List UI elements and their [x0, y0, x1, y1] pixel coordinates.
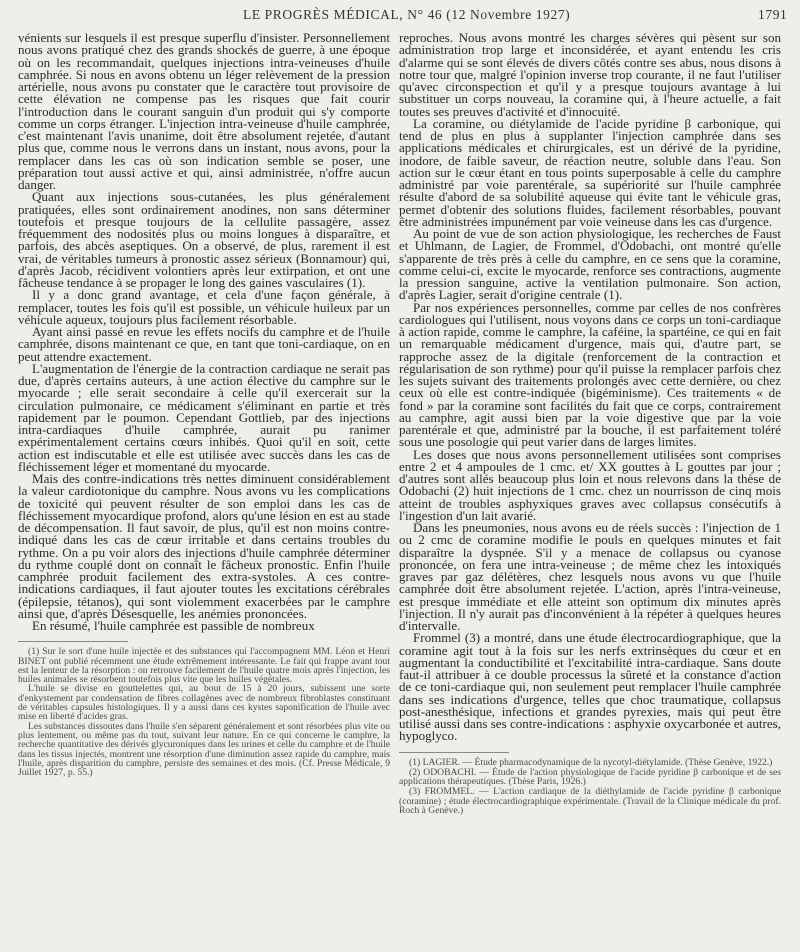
- right-column-body: [399, 32, 781, 743]
- paragraph: reproches. Nous avons montré les charges sévères qui pèsent sur son administration trop large et inconsidérée, et ayant entendu les cris d'alarme qui se sont élevés de divers côtés contre ses abus, nous disons à notre tour que, malgré l'opinion inverse trop courante, il ne faut l'utiliser qu'avec circonspection et qu'il y a presque toujours avantage à lui substituer un corps nouveau, la coramine qui, à l'heure actuelle, a fait toutes ses preuves d'activité et d'innocuité.: [399, 30, 781, 119]
- paragraph: vénients sur lesquels il est presque superflu d'insister. Personnellement nous avons pratiqué chez des grands shockés de guerre, à une époque où on les recommandait, quelques injections intra-veineuses d'huile camphrée. Si nous en avons obtenu un léger relèvement de la pression artérielle, nous avons pu constater que le caractère tout provisoire de cette élévation ne compense pas les risques que fait courir l'introduction dans le courant sanguin d'un produit qui s'y comporte comme un corps étranger. L'injection intra-veineuse d'huile camphrée, c'est maintenant l'avis unanime, doit être absolument rejetée, d'autant plus que, comme nous le verrons dans un instant, nous avons, pour la remplacer dans les cas où son indication semble se poser, une préparation tout aussi active et qui, ainsi administrée, n'offre aucun danger.: [18, 30, 390, 192]
- page-number: 1791: [758, 7, 788, 22]
- footnote: (3) FROMMEL. — L'action cardiaque de la diéthylamide de l'acide pyridine β carbonique (coramine) ; étude électrocardiographique expérimentale. (Travail de la Clinique médicale du prof. Roch à Genève.): [399, 786, 781, 816]
- right-footnotes: [399, 758, 781, 816]
- paragraph: Dans les pneumonies, nous avons eu de réels succès : l'injection de 1 ou 2 cmc de coramine modifie le pouls en quelques minutes et fait disparaître la dyspnée. S'il y a menace de collapsus ou cyanose prononcée, on fera une intra-veineuse ; de même chez les intoxiqués graves par gaz délétères, chez lesquels nous avons vu que l'huile camphrée doit être absolument rejetée. L'action, après l'intra-veineuse, est presque immédiate et elle atteint son optimum dix minutes après l'injection. Il n'y aurait pas d'inconvénient à la répéter à quelques heures d'intervalle.: [399, 520, 781, 633]
- footnote: (1) LAGIER. — Étude pharmacodynamique de la nycotyl-diétylamide. (Thèse Genève, 1922.): [409, 756, 773, 768]
- paragraph: Par nos expériences personnelles, comme par celles de nos confrères cardiologues qui l'utilisent, nous voyons dans ce corps un toni-cardiaque à action rapide, comme le camphre, la caféine, la spartéine, ce qui en fait un remarquable médicament d'urgence, mais qui, d'autre part, se rapproche assez de la digitale (renforcement de la contraction et régularisation de son rythme) pour qu'il puisse la remplacer parfois chez les sujets suivant des traitements prolongés avec cette dernière, ou chez ceux où elle est contre-indiquée (bigéminisme). Ces traitements « de fond » par la coramine sont facilités du fait que ce corps, contrairement au camphre, agit aussi bien par la voie digestive que par la voie parentérale et que, administré par la bouche, il est parfaitement toléré sous une posologie qui peut varier dans de larges limites.: [399, 299, 781, 450]
- paragraph: L'augmentation de l'énergie de la contraction cardiaque ne serait pas due, d'après certains auteurs, à une action élective du camphre sur le myocarde ; elle serait secondaire à celle qu'il exercerait sur la circulation pulmonaire, ce médicament s'éliminant en partie et très rapidement par le poumon. Cependant Gottlieb, par des injections intra-cardiaques d'huile camphrée, aurait pu ranimer expérimentalement certains cœurs inhibés. Quoi qu'il en soit, cette action est indiscutable et elle est utilisée avec succès dans les cas de fléchissement léger et momentané du myocarde.: [18, 360, 390, 474]
- paragraph: Ayant ainsi passé en revue les effets nocifs du camphre et de l'huile camphrée, disons maintenant ce que, en tant que toni-cardiaque, on en peut attendre exactement.: [18, 324, 390, 364]
- footnote: (1) Sur le sort d'une huile injectée et des substances qui l'accompagnent MM. Léon et Henri BINET ont publié récemment une étude extrêmement intéressante. Le fait qui frappe avant tout est la lenteur de la résorption : on retrouve facilement de l'huile quatre mois après l'injection, les huiles animales se résorbent toutefois plus vite que les huiles végétales.: [18, 646, 390, 686]
- paragraph: Les doses que nous avons personnellement utilisées sont comprises entre 2 et 4 ampoules de 1 cmc. et/ XX gouttes à L gouttes par jour ; d'autres sont allés beaucoup plus loin et nous relevons dans la thèse de Odobachi (2) huit injections de 1 cmc. chez un nourrisson de cinq mois atteint de troubles asphyxiques graves avec collapsus consécutifs à l'ingestion d'un lait avarié.: [399, 446, 781, 523]
- footnote-divider: [399, 752, 509, 753]
- paragraph: Au point de vue de son action physiologique, les recherches de Faust et Uhlmann, de Lagier, de Frommel, d'Odobachi, ont montré qu'elle s'apparente de très près à celle du camphre, en ce sens que la coramine, comme celui-ci, excite le myocarde, renforce ses contractions, augmente la pression sanguine, active la ventilation pulmonaire. Son action, d'après Lagier, serait d'origine centrale (1).: [399, 226, 781, 303]
- right-column: [399, 32, 781, 816]
- left-column-body: [18, 32, 390, 632]
- paragraph: Quant aux injections sous-cutanées, les plus généralement pratiquées, elles sont ordinairement anodines, non sans déterminer toutefois et presque toujours de la cellulite passagère, assez fréquemment des nodosités plus ou moins longues à disparaître, et parfois, des abcès aseptiques. On a observé, de plus, rarement il est vrai, de véritables tumeurs à pronostic assez sérieux (Bonnamour) qui, d'après Jacob, récidivent volontiers après leur extirpation, et ont une fâcheuse tendance à se propager le long des gaines vasculaires (1).: [18, 189, 390, 290]
- left-footnotes: [18, 647, 390, 777]
- footnote: (2) ODOBACHI. — Étude de l'action physiologique de l'acide pyridine β carbonique et de ses applications thérapeutiques. (Thèse Paris, 1926.): [399, 766, 781, 788]
- footnote-divider: [18, 641, 128, 642]
- footnote: L'huile se divise en gouttelettes qui, au bout de 15 à 20 jours, subissent une sorte d'enkystement par condensation de fibres collagènes avec de nombreux fibroblastes constituant de véritables capsules histologiques. Il y a aussi dans ces kystes saponification de l'huile avec mise en liberté d'acides gras.: [18, 683, 390, 723]
- paragraph: Mais des contre-indications très nettes diminuent considérablement la valeur cardiotonique du camphre. Nous avons vu les complications de toxicité qui peuvent résulter de son emploi dans les cas de fléchissement myocardique profond, alors qu'une lésion en est au stade de décompensation. Il faut savoir, de plus, qu'il est non moins contre-indiqué dans les cas de cœur irritable et dans certains troubles du rythme. On a pu voir alors des injections d'huile camphrée déterminer du rythme couplé dont on connaît le fâcheux pronostic. Enfin l'huile camphrée produit facilement des extra-systoles. A ces contre-indications cardiaques, il faut ajouter toutes les excitations cérébrales (épilepsie, tétanos), qui sont violemment exacerbées par le camphre ainsi que, d'après Désesquelle, les anémies prononcées.: [18, 471, 390, 621]
- paragraph: La coramine, ou diétylamide de l'acide pyridine β carbonique, qui tend de plus en plus à supplanter l'injection camphrée dans ses applications médicales et chirurgicales, est un dérivé de la pyridine, inodore, de faible saveur, de réaction neutre, soluble dans l'eau. Son action sur le cœur étant en tous points superposable à celle du camphre administré par voie parentérale, sa supériorité sur l'huile camphrée résulte d'abord de sa solubilité aqueuse qui évite tant le véhicule gras, permet d'obtenir des solutions fluides, facilement résorbables, pouvant être administrées impunément par voie veineuse dans les cas d'urgence.: [399, 115, 781, 229]
- running-title: LE PROGRÈS MÉDICAL, N° 46 (12 Novembre 1927): [243, 7, 571, 22]
- left-column: [18, 32, 390, 777]
- paragraph: Il y a donc grand avantage, et cela d'une façon générale, à remplacer, toutes les fois qu'il est possible, un véhicule huileux par un véhicule aqueux, toujours plus facilement résorbable.: [18, 287, 390, 327]
- paragraph: En résumé, l'huile camphrée est passible de nombreux: [32, 618, 315, 633]
- paragraph: Frommel (3) a montré, dans une étude électrocardiographique, que la coramine agit tout à la fois sur les nerfs extrinsèques du cœur et en augmentant la conductibilité et l'excitabilité intra-cardiaque. Sans doute faut-il attribuer à ce double processus la sûreté et la constance d'action de ce toni-cardiaque qui, non seulement peut remplacer l'huile camphrée dans ses indications d'urgence, telles que choc traumatique, collapsus post-anesthésique, infections et grandes pyrexies, mais qui peut être utilisé aussi dans ses contre-indications : asphyxie oxycarbonée et autres, hypoglyco.: [399, 630, 781, 744]
- page-header: [0, 5, 800, 25]
- footnote: Les substances dissoutes dans l'huile s'en séparent généralement et sont résorbées plus vite ou plus lentement, ou même pas du tout, suivant leur nature. En ce qui concerne le camphre, la recherche quantitative des dérivés glycuroniques dans les urines et celle du camphre et de l'huile dans les tissus injectés, montrent une résorption d'une diminution assez rapide du camphre, mais l'huile, après disparition du camphre, persiste des semaines et des mois. (Cf. Presse Médicale, 9 Juillet 1927, p. 55.): [18, 720, 390, 779]
